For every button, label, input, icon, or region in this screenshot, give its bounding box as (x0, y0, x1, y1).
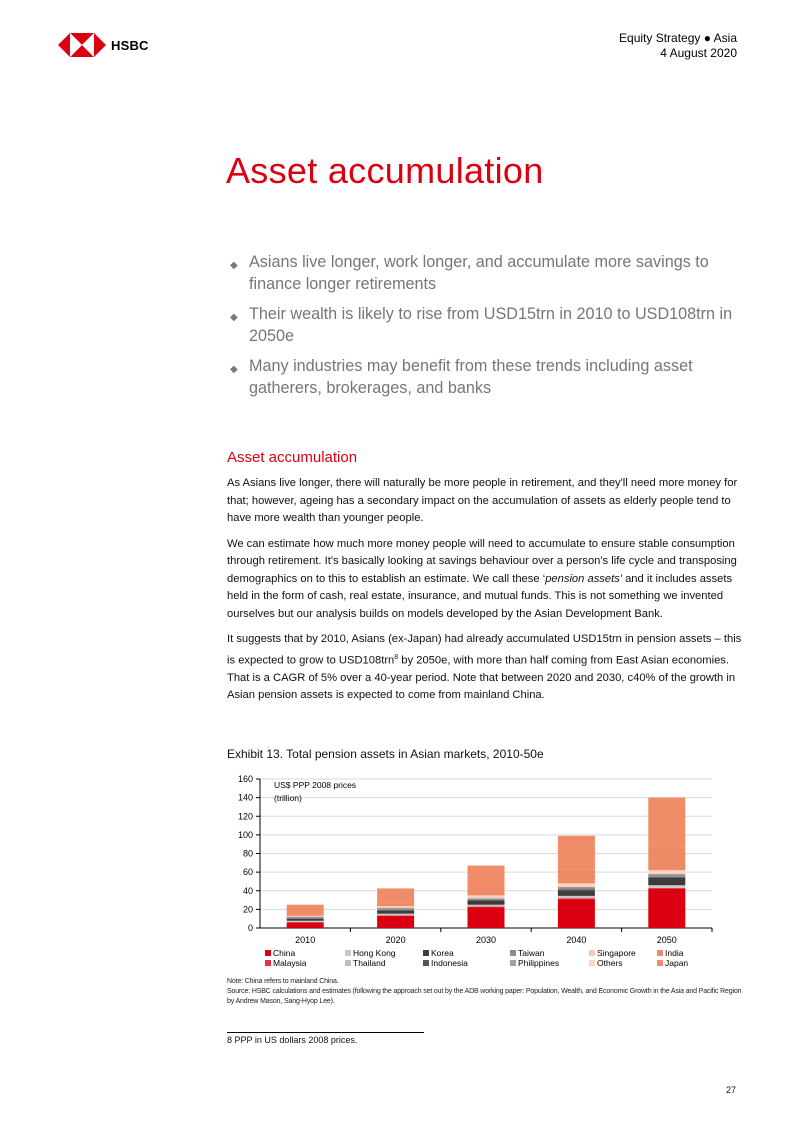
pension-assets-term: pension assets' (545, 572, 622, 585)
bar-segment (377, 907, 414, 908)
bar-segment (558, 889, 595, 890)
bar-segment (648, 874, 685, 875)
bar-segment (468, 907, 505, 908)
legend-label: China (273, 948, 296, 958)
y-tick-label: 0 (247, 923, 253, 933)
legend-swatch (510, 950, 516, 956)
page-title: Asset accumulation (226, 150, 544, 191)
exhibit-notes (227, 977, 742, 1007)
hsbc-logo (58, 33, 149, 57)
y-tick-label: 60 (242, 867, 253, 878)
stacked-bar-chart (227, 772, 742, 972)
legend-swatch (265, 950, 271, 956)
x-tick-label: 2010 (295, 935, 316, 945)
legend-label: Taiwan (518, 948, 545, 958)
y-axis-label-unit: (trillion) (274, 793, 302, 803)
legend-swatch (345, 960, 351, 966)
body-text (227, 475, 742, 713)
y-tick-label: 20 (242, 904, 253, 915)
logo-text: HSBC (111, 37, 149, 53)
bar-segment (648, 848, 685, 870)
bar-segment (468, 866, 505, 888)
diamond-bullet-icon: ◆ (230, 312, 238, 323)
paragraph-2: We can estimate how much more money people will need to accumulate to ensure stable consumption through retirement. It's basically looking at savings behaviour over a person's life cycle and transposing demographics on to this to establish an estimate. We call these ‘pension assets' and it includes assets held in the form of cash, real estate, insurance, and mutual funds. This is not something we invented ourselves but our analysis builds on models developed by the Asian Development Bank. (227, 537, 737, 620)
bar-segment (468, 895, 505, 897)
x-tick-label: 2030 (475, 935, 497, 945)
bar-segment (468, 901, 505, 905)
bar-segment (287, 917, 324, 918)
bar-segment (377, 908, 414, 909)
bar-segment (648, 886, 685, 888)
y-tick-label: 140 (237, 792, 253, 803)
legend-label: Others (597, 958, 623, 968)
bar-segment (648, 877, 685, 878)
footnote-ref[interactable]: 8 (394, 653, 399, 661)
bar-segment (558, 896, 595, 897)
key-point: ◆ Asians live longer, work longer, and accumulate more savings to finance longer retirements (230, 253, 709, 293)
hsbc-hexagon-icon (58, 33, 106, 57)
legend-swatch (423, 960, 429, 966)
legend-label: Korea (431, 948, 454, 958)
bar-segment (648, 889, 685, 928)
bar-segment (648, 878, 685, 885)
legend-label: Hong Kong (353, 948, 396, 958)
bar-segment (468, 908, 505, 928)
bar-segment (558, 898, 595, 899)
chart-canvas (227, 772, 742, 972)
bar-segment (377, 906, 414, 907)
bar-segment (558, 883, 595, 886)
y-tick-label: 160 (237, 774, 253, 784)
y-tick-label: 40 (242, 885, 253, 896)
section-heading: Asset accumulation (227, 449, 358, 466)
exhibit-title: Exhibit 13. Total pension assets in Asian markets, 2010-50e (227, 747, 544, 761)
key-point: ◆ Their wealth is likely to rise from USD15trn in 2010 to USD108trn in 2050e (230, 305, 733, 345)
y-tick-label: 80 (242, 848, 253, 859)
x-tick-label: 2020 (385, 935, 406, 945)
legend-label: Philippines (518, 958, 560, 968)
bar-segment (377, 916, 414, 928)
bar-segment (648, 888, 685, 889)
paragraph-1: As Asians live longer, there will naturally be more people in retirement, and they'll need more money for that; however, ageing has a secondary impact on the accumulation of assets as elderly people tend to have more wealth than younger people. (227, 477, 738, 524)
legend-swatch (589, 950, 595, 956)
exhibit-note: Note: China refers to mainland China. (227, 978, 339, 985)
bar-segment (558, 890, 595, 896)
legend-label: Malaysia (273, 958, 307, 968)
diamond-bullet-icon: ◆ (230, 260, 238, 271)
report-date: 4 August 2020 (660, 46, 737, 60)
legend-label: Indonesia (431, 958, 468, 968)
bar-segment (287, 922, 324, 928)
key-points-list (228, 251, 738, 407)
bar-segment (558, 887, 595, 889)
legend-swatch (510, 960, 516, 966)
bar-segment (558, 899, 595, 928)
bar-segment (287, 905, 324, 915)
y-tick-label: 120 (237, 811, 253, 822)
bar-segment (287, 919, 324, 921)
bar-segment (377, 888, 414, 902)
bar-segment (468, 905, 505, 906)
bar-segment (648, 798, 685, 848)
key-point: ◆ Many industries may benefit from these trends including asset gatherers, brokerages, and banks (230, 357, 693, 397)
bar-segment (287, 915, 324, 916)
bar-segment (377, 914, 414, 915)
legend-swatch (657, 950, 663, 956)
bar-segment (648, 875, 685, 877)
x-tick-label: 2050 (656, 935, 677, 945)
bar-segment (377, 911, 414, 914)
bar-segment (468, 906, 505, 907)
legend-label: Singapore (597, 948, 636, 958)
x-tick-label: 2040 (566, 935, 587, 945)
page-number: 27 (725, 1085, 736, 1095)
bar-segment (648, 873, 685, 874)
bar-segment (558, 836, 595, 870)
legend-label: Japan (665, 958, 689, 968)
y-tick-label: 100 (237, 829, 253, 840)
exhibit-source: Source: HSBC calculations and estimates (following the approach set out by the ADB working paper: Population, Wealth, and Economic Growth in the Asia and Pacific Region by Andrew Mason, Sang-Hyop Lee). (227, 988, 742, 1005)
bar-segment (558, 886, 595, 887)
legend-swatch (657, 960, 663, 966)
legend-swatch (345, 950, 351, 956)
legend-label: Thailand (353, 958, 386, 968)
bar-segment (468, 897, 505, 898)
paragraph-3: It suggests that by 2010, Asians (ex-Japan) had already accumulated USD15trn in pension assets – this is expected to grow to USD108trn$^8$ by 2050e, with more than half coming from East Asian economies. That is a CAGR of 5% over a 40-year period. Note that between 2020 and 2030, c40% of the growth in Asian pension assets is expected to come from mainland China. (227, 633, 742, 702)
bar-segment (648, 870, 685, 873)
bar-segment (377, 902, 414, 906)
legend-swatch (423, 950, 429, 956)
bar-segment (468, 888, 505, 895)
diamond-bullet-icon: ◆ (230, 364, 238, 375)
report-line: Equity Strategy ● Asia (619, 31, 737, 45)
bar-segment (558, 897, 595, 898)
legend-swatch (265, 960, 271, 966)
bar-segment (558, 869, 595, 883)
y-axis-label: US$ PPP 2008 prices (274, 780, 357, 790)
legend-swatch (589, 960, 595, 966)
bar-segment (377, 914, 414, 915)
bar-segment (468, 899, 505, 900)
footnote: 8 PPP in US dollars 2008 prices. (227, 1035, 358, 1045)
footnote-divider (227, 1032, 424, 1033)
bar-segment (648, 885, 685, 886)
report-header (619, 31, 737, 61)
bar-segment (468, 900, 505, 901)
bar-segment (377, 910, 414, 911)
bar-segment (287, 921, 324, 922)
legend-label: India (665, 948, 684, 958)
